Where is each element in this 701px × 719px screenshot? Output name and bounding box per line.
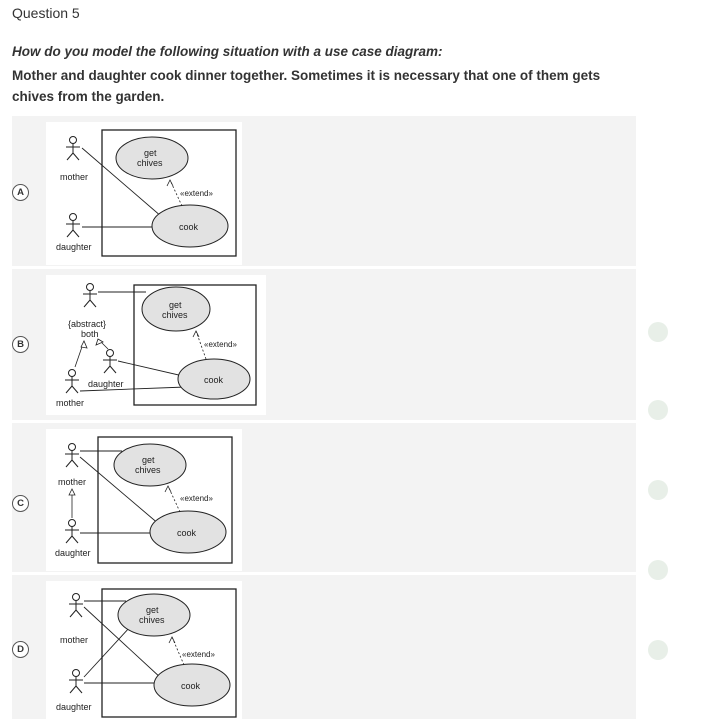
label-extend: «extend» (180, 494, 213, 503)
label-cook: cook (179, 222, 199, 232)
question-number: Question 5 (12, 5, 80, 21)
radio-c[interactable]: C (12, 495, 29, 512)
diagram-d (46, 581, 242, 719)
label-daughter: daughter (88, 379, 124, 389)
label-cook: cook (177, 528, 197, 538)
diagram-b (46, 275, 266, 415)
label-chives: chives (135, 465, 161, 475)
edge-decoration (648, 400, 668, 420)
question-scenario: Mother and daughter cook dinner together. Sometimes it is necessary that one of them gets chives from the garden. (12, 68, 601, 104)
label-get: get (142, 455, 155, 465)
edge-decoration (648, 560, 668, 580)
label-mother: mother (60, 635, 89, 645)
actor-daughter (69, 670, 83, 694)
diagram-c (46, 429, 242, 571)
label-get: get (169, 300, 182, 310)
actor-daughter (65, 520, 79, 544)
radio-d[interactable]: D (12, 641, 29, 658)
label-cook: cook (181, 681, 201, 691)
label-abstract: {abstract} (68, 319, 107, 329)
radio-b[interactable]: B (12, 336, 29, 353)
question-prompt: How do you model the following situation with a use case diagram: (12, 44, 443, 59)
actor-mother (65, 370, 79, 394)
label-daughter: daughter (55, 548, 91, 558)
actor-mother (65, 444, 79, 468)
label-get: get (146, 605, 159, 615)
edge-decoration (648, 480, 668, 500)
answer-option-d[interactable] (12, 575, 636, 719)
actor-mother (66, 137, 80, 161)
diagram-a (46, 122, 242, 265)
label-chives: chives (139, 615, 165, 625)
label-daughter: daughter (56, 242, 92, 252)
answer-option-a[interactable] (12, 116, 636, 266)
answer-option-b[interactable] (12, 269, 636, 420)
label-chives: chives (137, 158, 163, 168)
answer-option-c[interactable] (12, 423, 636, 572)
actor-mother (69, 594, 83, 618)
edge-decoration (648, 640, 668, 660)
label-extend: «extend» (180, 189, 213, 198)
edge-decoration (648, 322, 668, 342)
actor-daughter (103, 350, 117, 374)
label-mother: mother (60, 172, 89, 182)
radio-a[interactable]: A (12, 184, 29, 201)
label-chives: chives (162, 310, 188, 320)
label-mother: mother (58, 477, 87, 487)
label-daughter: daughter (56, 702, 92, 712)
label-cook: cook (204, 375, 224, 385)
actor-both (83, 284, 97, 308)
label-extend: «extend» (204, 340, 237, 349)
label-mother: mother (56, 398, 85, 408)
label-both: both (81, 329, 99, 339)
label-extend: «extend» (182, 650, 215, 659)
assoc-daughter-get-chives (84, 627, 130, 677)
label-get: get (144, 148, 157, 158)
actor-daughter (66, 214, 80, 238)
